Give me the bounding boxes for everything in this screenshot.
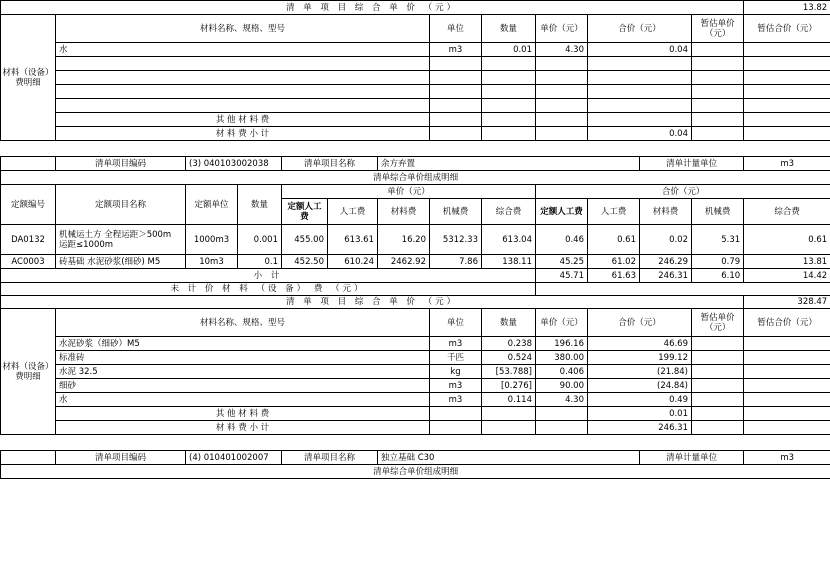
quota-qty: 0.1: [238, 255, 282, 269]
mat-unit: m3: [430, 337, 482, 351]
mat-name: 标准砖: [56, 351, 430, 365]
other-material-value: 0.01: [588, 407, 692, 421]
col-u-labor: 人工费: [328, 199, 378, 225]
composition-title: 清单综合单价组成明细: [1, 171, 830, 185]
mat-header-name: 材料名称、规格、型号: [56, 309, 430, 337]
mat-header-est-total: 暂估合价（元）: [744, 309, 830, 337]
mat-unit: m3: [430, 393, 482, 407]
item-name-label: 清单项目名称: [282, 451, 378, 465]
col-qty: 数量: [238, 185, 282, 225]
t-labor: 0.61: [588, 225, 640, 255]
subtotal-overall: 14.42: [744, 269, 830, 283]
item-unit: m3: [744, 157, 830, 171]
quota-unit: 1000m3: [186, 225, 238, 255]
mat-qty: [53.788]: [482, 365, 536, 379]
mat-header-total: 合价（元）: [588, 15, 692, 43]
item-name-label: 清单项目名称: [282, 157, 378, 171]
composition-title: 清单综合单价组成明细: [1, 465, 830, 479]
col-unit-price: 单价（元）: [282, 185, 536, 199]
mat-price: 4.30: [536, 393, 588, 407]
mat-total: (21.84): [588, 365, 692, 379]
mat-unit: 千匹: [430, 351, 482, 365]
mat-qty: 0.114: [482, 393, 536, 407]
other-material-label: 其 他 材 料 费: [56, 113, 430, 127]
material-side-label: 材料（设备）费明细: [1, 309, 56, 435]
mat-name: 水: [56, 393, 430, 407]
col-t-material: 材料费: [640, 199, 692, 225]
mat-total: 46.69: [588, 337, 692, 351]
material-row: [1, 337, 830, 351]
material-row: [1, 365, 830, 379]
mat-price: 0.406: [536, 365, 588, 379]
subtotal-machine: 6.10: [692, 269, 744, 283]
mat-est-price: [692, 43, 744, 57]
mat-header-unit: 单位: [430, 309, 482, 337]
mat-est-total: [744, 43, 830, 57]
quota-code: DA0132: [1, 225, 56, 255]
mat-price: 380.00: [536, 351, 588, 365]
mat-unit: m3: [430, 379, 482, 393]
t-material: 246.29: [640, 255, 692, 269]
mat-name: 水泥 32.5: [56, 365, 430, 379]
mat-total: 199.12: [588, 351, 692, 365]
quota-row: [1, 225, 830, 255]
item-code: (3) 040103002038: [186, 157, 282, 171]
material-row-empty: [1, 71, 830, 85]
u-machine: 5312.33: [430, 225, 482, 255]
mat-qty: 0.524: [482, 351, 536, 365]
material-row: [1, 351, 830, 365]
u-machine: 7.86: [430, 255, 482, 269]
mat-total: 0.49: [588, 393, 692, 407]
mat-price: 90.00: [536, 379, 588, 393]
subtotal-material: 246.31: [640, 269, 692, 283]
material-row-empty: [1, 99, 830, 113]
item-unit: m3: [744, 451, 830, 465]
quota-qty: 0.001: [238, 225, 282, 255]
mat-name: 水泥砂浆（细砂）M5: [56, 337, 430, 351]
item-code-label: 清单项目编码: [56, 157, 186, 171]
t-overall: 0.61: [744, 225, 830, 255]
t-overall: 13.81: [744, 255, 830, 269]
col-u-overall: 综合费: [482, 199, 536, 225]
mat-header-unit: 单位: [430, 15, 482, 43]
material-row-empty: [1, 57, 830, 71]
mat-price: 196.16: [536, 337, 588, 351]
item-unit-label: 清单计量单位: [640, 451, 744, 465]
mat-qty: 0.238: [482, 337, 536, 351]
u-material: 2462.92: [378, 255, 430, 269]
material-row: [1, 43, 830, 57]
quota-name: 机械运土方 全程运距＞500m 运距≤1000m: [56, 225, 186, 255]
col-u-machine: 机械费: [430, 199, 482, 225]
u-material: 16.20: [378, 225, 430, 255]
summary-value: 328.47: [744, 296, 830, 309]
mat-header-est-price: 暂估单价（元）: [692, 15, 744, 43]
mat-header-price: 单价（元）: [536, 15, 588, 43]
t-labor: 61.02: [588, 255, 640, 269]
unpriced-material-label: 未 计 价 材 料 （设 备） 费 （元）: [1, 283, 536, 296]
mat-header-name: 材料名称、规格、型号: [56, 15, 430, 43]
mat-name: 细砂: [56, 379, 430, 393]
subtotal-labor-quota: 45.71: [536, 269, 588, 283]
mat-qty: [0.276]: [482, 379, 536, 393]
t-labor-quota: 45.25: [536, 255, 588, 269]
u-overall: 613.04: [482, 225, 536, 255]
col-t-overall: 综合费: [744, 199, 830, 225]
item-code: (4) 010401002007: [186, 451, 282, 465]
item-name: 余方弃置: [378, 157, 640, 171]
material-row-empty: [1, 85, 830, 99]
t-labor-quota: 0.46: [536, 225, 588, 255]
quota-name: 砖基础 水泥砂浆(细砂) M5: [56, 255, 186, 269]
mat-total: 0.04: [588, 43, 692, 57]
mat-header-qty: 数量: [482, 309, 536, 337]
subtotal-label: 小 计: [1, 269, 536, 283]
u-labor: 610.24: [328, 255, 378, 269]
mat-header-qty: 数量: [482, 15, 536, 43]
other-material-label: 其 他 材 料 费: [56, 407, 430, 421]
u-labor: 613.61: [328, 225, 378, 255]
t-machine: 5.31: [692, 225, 744, 255]
quota-code: AC0003: [1, 255, 56, 269]
material-subtotal-label: 材 料 费 小 计: [56, 127, 430, 141]
mat-header-est-price: 暂估单价（元）: [692, 309, 744, 337]
t-machine: 0.79: [692, 255, 744, 269]
col-quota-unit: 定额单位: [186, 185, 238, 225]
col-t-machine: 机械费: [692, 199, 744, 225]
mat-unit: m3: [430, 43, 482, 57]
material-subtotal-value: 246.31: [588, 421, 692, 435]
mat-header-total: 合价（元）: [588, 309, 692, 337]
mat-header-est-total: 暂估合价（元）: [744, 15, 830, 43]
col-t-labor: 人工费: [588, 199, 640, 225]
material-subtotal-label: 材 料 费 小 计: [56, 421, 430, 435]
u-labor-quota: 452.50: [282, 255, 328, 269]
material-row: [1, 379, 830, 393]
quota-unit: 10m3: [186, 255, 238, 269]
col-quota-name: 定额项目名称: [56, 185, 186, 225]
mat-qty: 0.01: [482, 43, 536, 57]
mat-total: (24.84): [588, 379, 692, 393]
material-side-label: 材料（设备）费明细: [1, 15, 56, 141]
col-u-labor-quota: 定额人工费: [282, 199, 328, 225]
material-row: [1, 393, 830, 407]
col-t-labor-quota: 定额人工费: [536, 199, 588, 225]
item-code-label: 清单项目编码: [56, 451, 186, 465]
u-overall: 138.11: [482, 255, 536, 269]
mat-unit: kg: [430, 365, 482, 379]
item-unit-label: 清单计量单位: [640, 157, 744, 171]
item-name: 独立基础 C30: [378, 451, 640, 465]
subtotal-labor: 61.63: [588, 269, 640, 283]
col-total-price: 合价（元）: [536, 185, 830, 199]
mat-name: 水: [56, 43, 430, 57]
col-quota-code: 定额编号: [1, 185, 56, 225]
t-material: 0.02: [640, 225, 692, 255]
summary-title: 清 单 项 目 综 合 单 价 （元）: [1, 1, 744, 15]
mat-price: 4.30: [536, 43, 588, 57]
mat-header-price: 单价（元）: [536, 309, 588, 337]
summary-value: 13.82: [744, 1, 830, 15]
quota-row: [1, 255, 830, 269]
u-labor-quota: 455.00: [282, 225, 328, 255]
material-subtotal-value: 0.04: [588, 127, 692, 141]
col-u-material: 材料费: [378, 199, 430, 225]
summary-title: 清 单 项 目 综 合 单 价 （元）: [1, 296, 744, 309]
